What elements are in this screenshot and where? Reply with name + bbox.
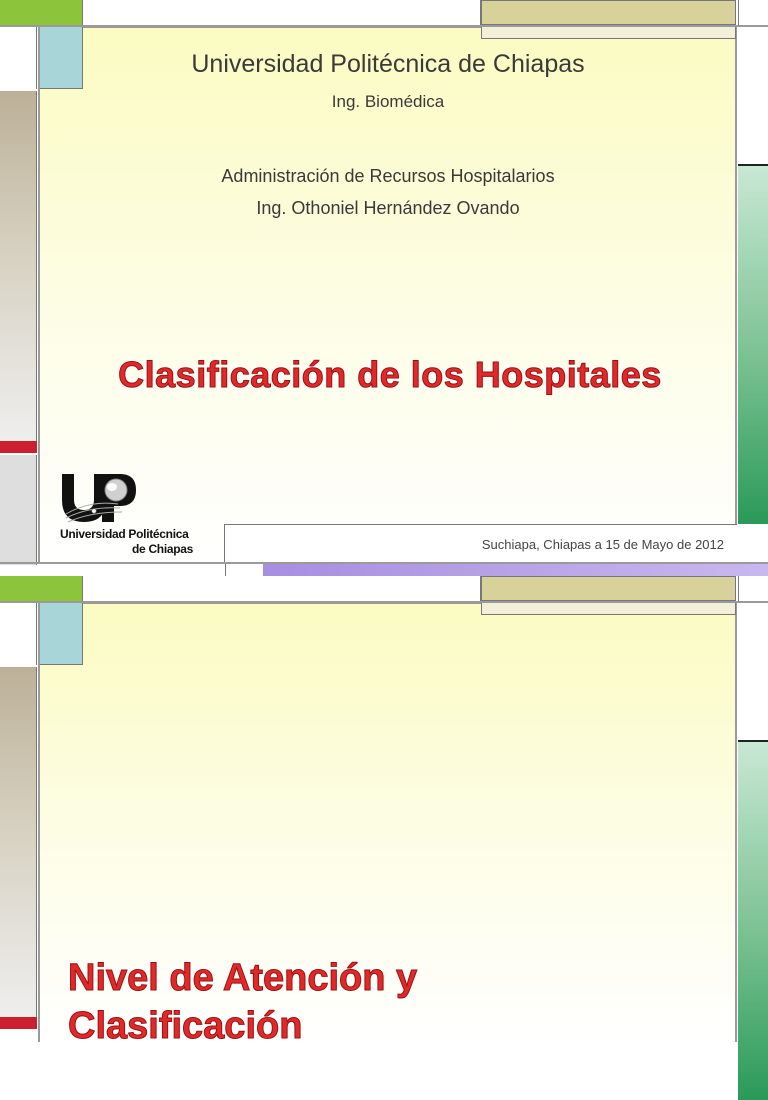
university-logo (60, 470, 205, 560)
decor-khaki-bar-lower (481, 27, 736, 39)
decor-teal-square (40, 27, 83, 89)
decor-left-gray-bar (0, 455, 37, 565)
slide-title-line1: Nivel de Atención y (68, 957, 418, 999)
decor-left-box (0, 603, 37, 665)
logo-text-line1: Universidad Politécnica (60, 527, 189, 541)
slide-title (68, 954, 708, 1050)
decor-teal-square (40, 603, 83, 665)
decor-right-box-bottom (738, 524, 768, 566)
decor-right-green-bar (738, 166, 768, 524)
course-name: Administración de Recursos Hospitalarios (221, 166, 555, 186)
decor-left-tan-bar (0, 667, 37, 1017)
decor-top-line (0, 25, 768, 27)
university-name: Universidad Politécnica de Chiapas (191, 50, 585, 78)
decor-green-square (0, 576, 83, 601)
decor-top-box (83, 0, 481, 25)
decor-right-green-bar (738, 742, 768, 1100)
decor-right-box (738, 603, 768, 740)
decor-right-box (738, 27, 768, 164)
decor-top-right-box (738, 0, 768, 25)
decor-left-box (0, 27, 37, 89)
decor-top-right-box (738, 576, 768, 601)
decor-left-red-bar (0, 1017, 37, 1029)
teacher-name: Ing. Othoniel Hernández Ovando (256, 198, 520, 218)
decor-khaki-bar (481, 0, 736, 25)
slide-2 (0, 576, 768, 1047)
decor-left-red-bar (0, 441, 37, 453)
logo-text-line2: de Chiapas (132, 542, 194, 556)
decor-top-line (0, 601, 768, 603)
footer-date-location: Suchiapa, Chiapas a 15 de Mayo de 2012 (481, 537, 724, 552)
decor-green-square (0, 0, 83, 25)
up-logo-icon (60, 470, 140, 526)
decor-top-box (83, 576, 481, 601)
decor-purple-strip (263, 564, 768, 576)
slide-title: Clasificación de los Hospitales (118, 354, 662, 395)
slide-title-line2: Clasificación (68, 1005, 303, 1047)
decor-khaki-bar-lower (481, 603, 736, 615)
career-name: Ing. Biomédica (331, 92, 445, 111)
decor-left-tan-bar (0, 91, 37, 441)
decor-bottom-box (225, 564, 263, 576)
decor-khaki-bar (481, 576, 736, 601)
